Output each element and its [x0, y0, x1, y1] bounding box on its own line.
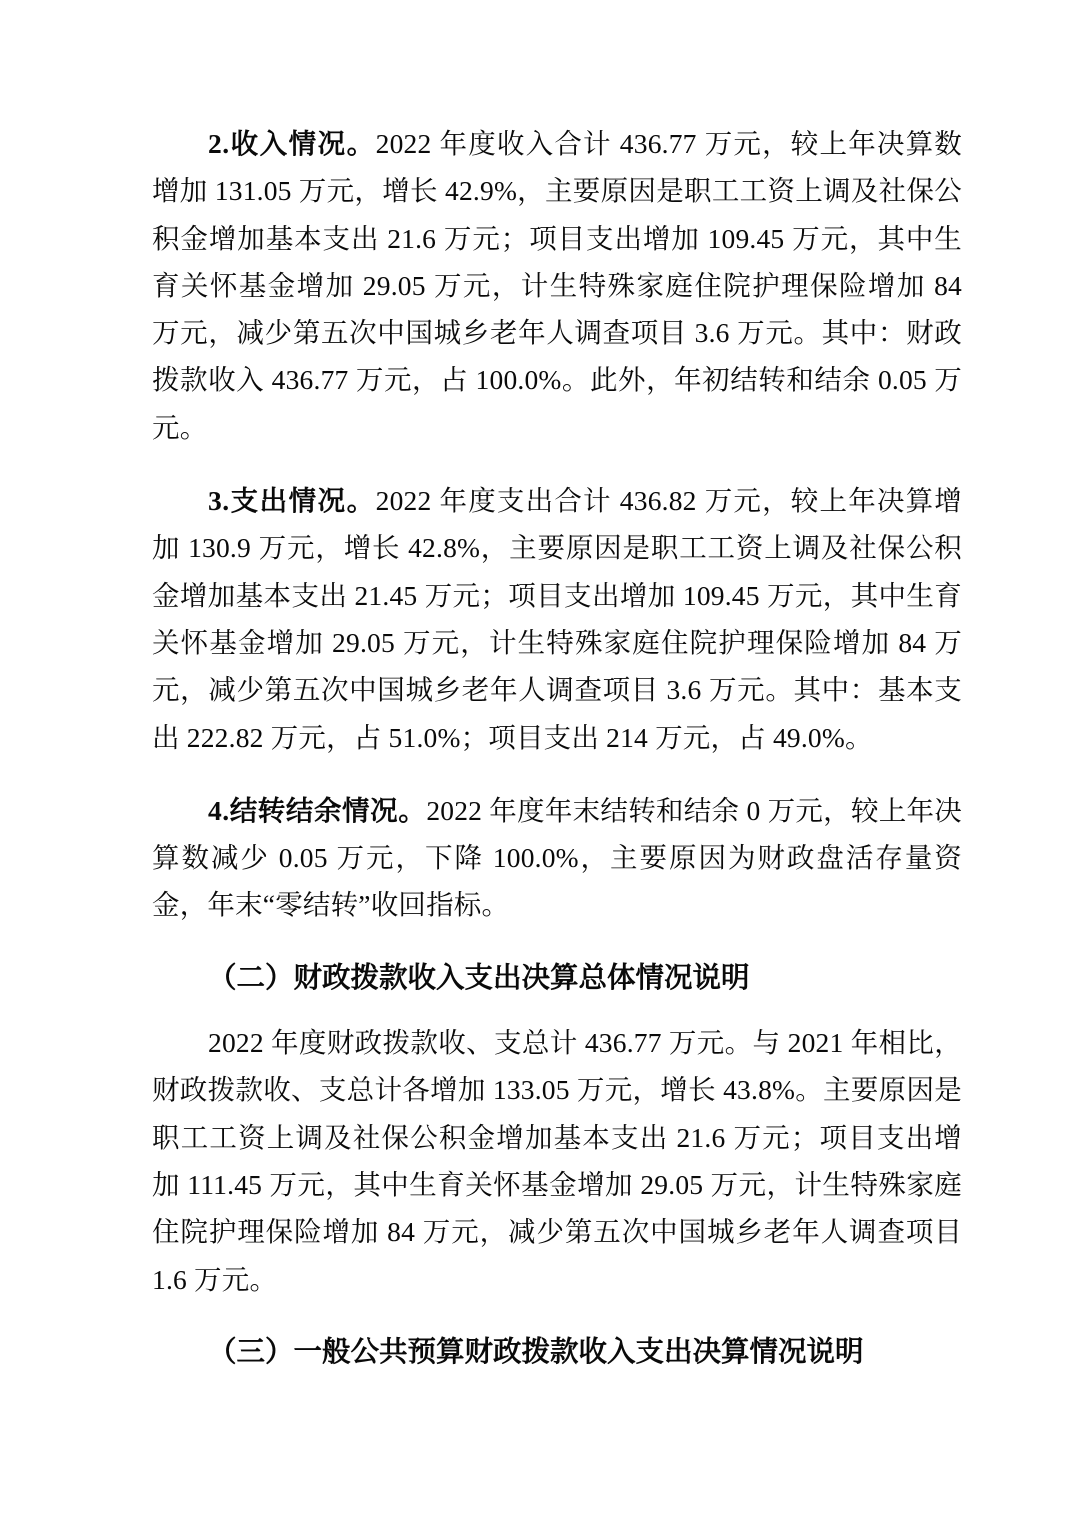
paragraph-income [152, 120, 962, 451]
heading-section-three [152, 1329, 962, 1377]
heading-section-two-text: （二）财政拨款收入支出决算总体情况说明 [208, 962, 750, 994]
heading-section-two [152, 955, 962, 1003]
paragraph-lead-expenditure: 3.支出情况。 [208, 485, 376, 517]
heading-section-three-text: （三）一般公共预算财政拨款收入支出决算情况说明 [208, 1336, 864, 1368]
paragraph-spacer-1 [152, 469, 962, 477]
paragraph-fiscal-appropriation [152, 1019, 962, 1303]
paragraph-text-carryover: 2022 年度年末结转和结余 0 万元，较上年决算数减少 0.05 万元，下降 100.0%，主要原因为财政盘活存量资金，年末“零结转”收回指标。 [152, 794, 963, 921]
paragraph-text-income: 2022 年度收入合计 436.77 万元，较上年决算数增加 131.05 万元，增长 42.9%，主要原因是职工工资上调及社保公积金增加基本支出 21.6 万元；项目支出增加 109.45 万元，其中生育关怀基金增加 29.05 万元，计生特殊家庭住院护理保险增加 84 万元，减少第五次中国城乡老年人调查项目 3.6 万元。其中：财政拨款收入 436.77 万元，占 100.0%。此外，年初结转和结余 0.05 万元。 [152, 128, 963, 443]
paragraph-text-fiscal-appropriation: 2022 年度财政拨款收、支总计 436.77 万元。与 2021 年相比，财政拨款收、支总计各增加 133.05 万元，增长 43.8%。主要原因是职工工资上调及社保公积金增加基本支出 21.6 万元；项目支出增加 111.45 万元，其中生育关怀基金增加 29.05 万元，计生特殊家庭住院护理保险增加 84 万元，减少第五次中国城乡老年人调查项目 1.6 万元。 [152, 1027, 962, 1295]
paragraph-lead-carryover: 4.结转结余情况。 [208, 794, 427, 826]
paragraph-spacer-2 [152, 779, 962, 787]
paragraph-text-expenditure: 2022 年度支出合计 436.82 万元，较上年决算增加 130.9 万元，增长 42.8%，主要原因是职工工资上调及社保公积金增加基本支出 21.45 万元；项目支出增加 109.45 万元，其中生育关怀基金增加 29.05 万元，计生特殊家庭住院护理保险增加 84 万元，减少第五次中国城乡老年人调查项目 3.6 万元。其中：基本支出 222.82 万元，占 51.0%；项目支出 214 万元，占 49.0%。 [152, 485, 963, 753]
paragraph-lead-income: 2.收入情况。 [208, 128, 376, 159]
paragraph-carryover [152, 787, 962, 929]
paragraph-expenditure [152, 477, 962, 761]
